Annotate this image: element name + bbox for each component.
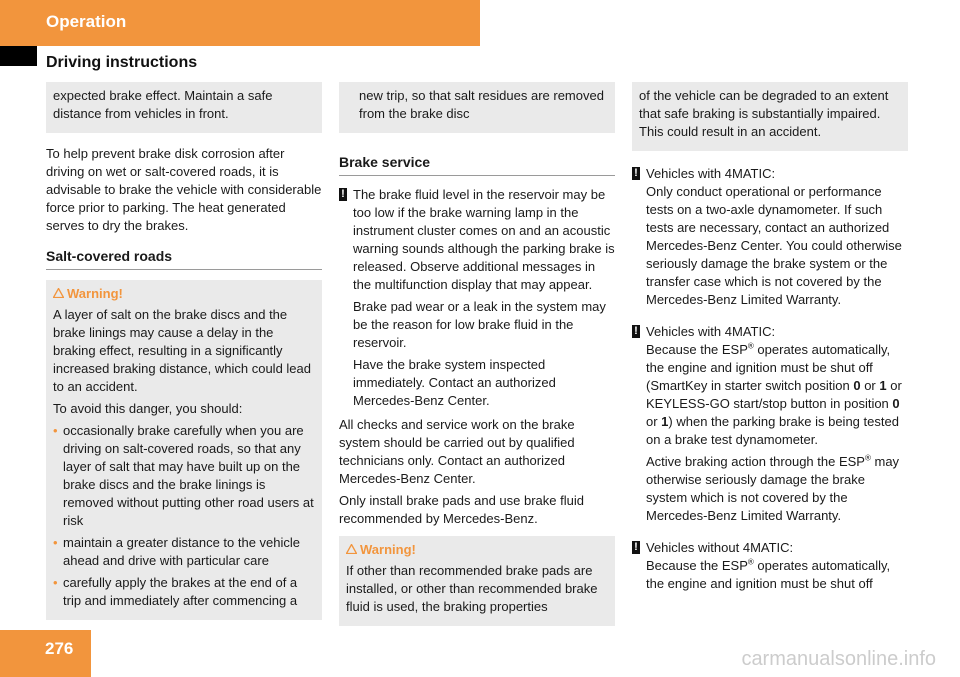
- warning-heading: Warning!: [53, 285, 315, 303]
- column-2: [339, 82, 615, 626]
- column-3: [632, 82, 908, 593]
- column-1: [46, 82, 322, 620]
- box-text: of the vehicle can be degraded to an extent that safe braking is substantially impaired. This could result in an accident.: [639, 88, 889, 139]
- notice-icon: !: [632, 325, 640, 338]
- note: ! Vehicles without 4MATIC:: [632, 539, 908, 557]
- page-number: 276: [45, 639, 74, 658]
- note-text: Only conduct operational or performance tests on a two-axle dynamometer. If such tests are necessary, contact an authorized Mercedes-Benz Center. You could otherwise seriously damage the brake system or the transfer case which is not covered by the Mercedes-Benz Limited Warranty.: [646, 184, 902, 307]
- box-text: new trip, so that salt residues are removed from the brake disc: [359, 88, 604, 121]
- warning-triangle-icon: [346, 541, 360, 559]
- notice-icon: !: [339, 188, 347, 201]
- list-item: • maintain a greater distance to the vehicle ahead and drive with particular care: [53, 535, 301, 568]
- notice-icon: !: [632, 541, 640, 554]
- note-text: Brake pad wear or a leak in the system may be the reason for low brake fluid in the reservoir.: [353, 299, 606, 350]
- box-text: expected brake effect. Maintain a safe distance from vehicles in front.: [53, 88, 273, 121]
- note-text: Active braking action through the ESP® may otherwise seriously damage the brake system which is not covered by the Mercedes-Benz Limited Warranty.: [646, 453, 900, 523]
- warning-text: If other than recommended brake pads are installed, or other than recommended brake fluid is used, the braking properties: [346, 563, 598, 614]
- note-text: Because the ESP® operates automatically, the engine and ignition must be shut off: [646, 557, 891, 591]
- section-heading: Salt-covered roads: [46, 247, 322, 270]
- paragraph: Only install brake pads and use brake fluid recommended by Mercedes-Benz.: [339, 493, 584, 526]
- warning-heading: Warning!: [346, 541, 608, 559]
- paragraph: All checks and service work on the brake system should be carried out by qualified technicians only. Contact an authorized Mercedes-Benz Center.: [339, 417, 575, 486]
- note-text: Have the brake system inspected immediately. Contact an authorized Mercedes-Benz Center.: [353, 357, 556, 408]
- section-heading: Brake service: [339, 153, 615, 176]
- list-item: • carefully apply the brakes at the end of a trip and immediately after commencing a: [53, 575, 298, 608]
- subsection-title: Driving instructions: [46, 54, 198, 71]
- warning-box: [46, 280, 322, 620]
- note: ! Vehicles with 4MATIC:: [632, 165, 908, 183]
- warning-text: To avoid this danger, you should:: [53, 401, 243, 416]
- section-title: Operation: [46, 12, 127, 31]
- watermark: carmanualsonline.info: [741, 648, 936, 670]
- list-item: • occasionally brake carefully when you are driving on salt-covered roads, so that any layer of salt that may have built up on the brake discs and the brake linings is removed without putting other road users at risk: [53, 423, 314, 528]
- note-text: Because the ESP® operates automatically, the engine and ignition must be shut off (SmartKey in starter switch position 0 or 1 or KEYLESS-GO start/stop button in position 0 or 1) when the parking brake is being tested on a brake test dynamometer.: [646, 341, 902, 447]
- notice-icon: !: [632, 167, 640, 180]
- note: ! Vehicles with 4MATIC:: [632, 323, 908, 341]
- note: ! The brake fluid level in the reservoir may be too low if the brake warning lamp in the instrument cluster comes on and an acoustic warning sounds although the parking brake is released. Observe additional messages in the multifunction display that may appear.: [339, 186, 615, 294]
- continued-box: [339, 82, 615, 133]
- continued-box: [632, 82, 908, 151]
- paragraph: To help prevent brake disk corrosion after driving on wet or salt-covered roads, it is advisable to brake the vehicle with considerable force prior to parking. The heat generated serves to dry the brakes.: [46, 146, 322, 233]
- continued-box: [46, 82, 322, 133]
- warning-text: A layer of salt on the brake discs and the brake linings may cause a delay in the braking effect, resulting in a significantly increased braking distance, which could lead to an accident.: [53, 307, 311, 394]
- warning-box: [339, 536, 615, 626]
- warning-triangle-icon: [53, 285, 67, 303]
- header-marker: [0, 46, 37, 66]
